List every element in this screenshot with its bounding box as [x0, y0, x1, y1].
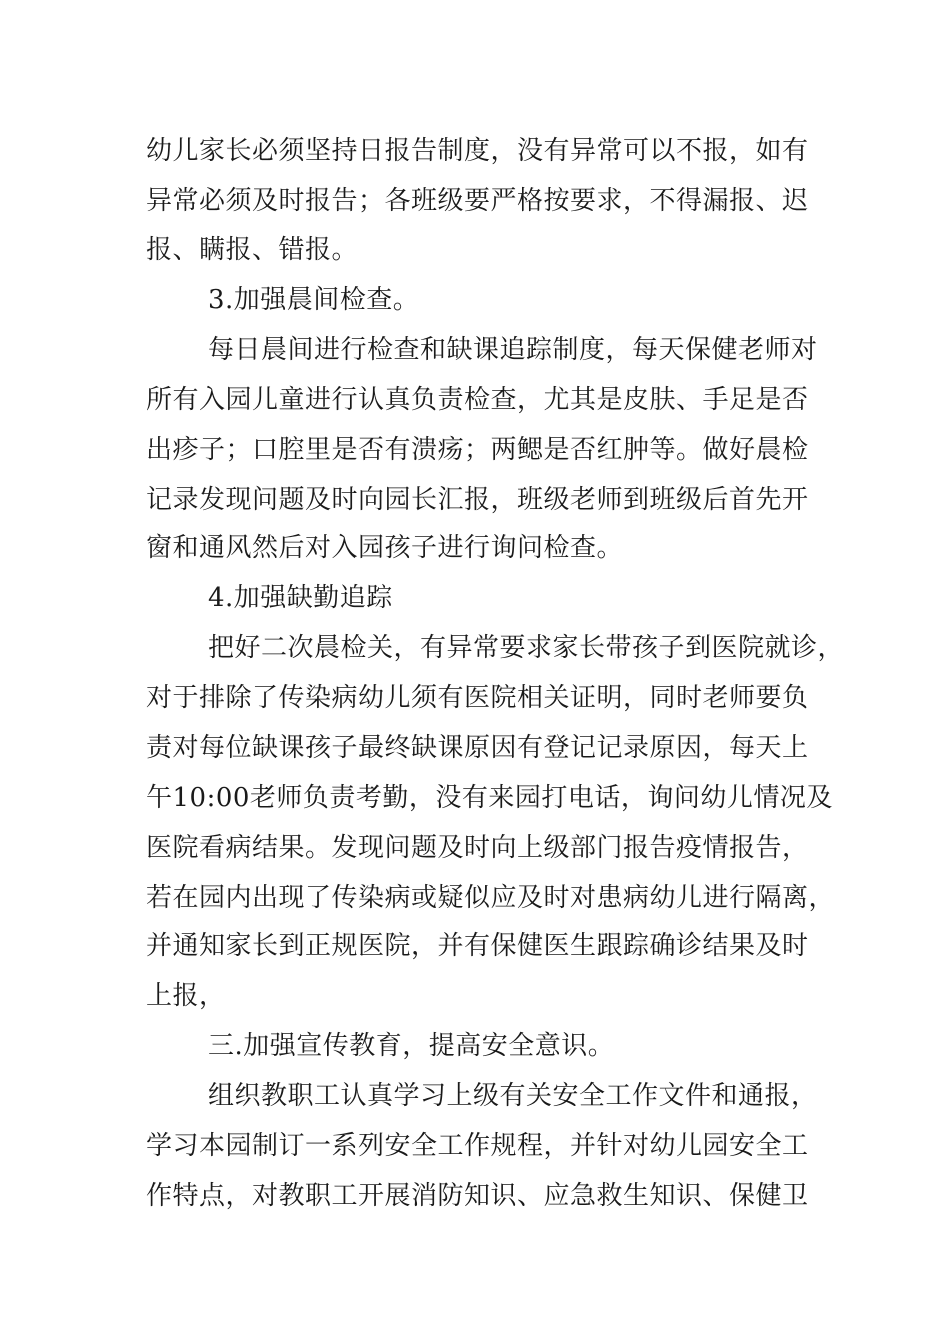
section-heading: 3.加强晨间检查。: [208, 285, 420, 315]
text-line: 对于排除了传染病幼儿须有医院相关证明，同时老师要负: [146, 683, 809, 713]
text-line: 报、瞒报、错报。: [146, 235, 359, 265]
text-line: 若在园内出现了传染病或疑似应及时对患病幼儿进行隔离，: [146, 883, 836, 913]
section-heading: 三.加强宣传教育，提高安全意识。: [208, 1031, 615, 1061]
text-line: 午10:00老师负责考勤，没有来园打电话，询问幼儿情况及: [146, 783, 833, 813]
text-line: 学习本园制订一系列安全工作规程，并针对幼儿园安全工: [146, 1131, 809, 1161]
section-heading: 4.加强缺勤追踪: [208, 583, 393, 613]
text-line: 每日晨间进行检查和缺课追踪制度，每天保健老师对: [208, 335, 818, 365]
text-line: 责对每位缺课孩子最终缺课原因有登记记录原因，每天上: [146, 733, 809, 763]
text-line: 医院看病结果。发现问题及时向上级部门报告疫情报告，: [146, 833, 809, 863]
text-line: 幼儿家长必须坚持日报告制度，没有异常可以不报，如有: [146, 136, 809, 166]
text-line: 上报，: [146, 981, 226, 1011]
text-line: 作特点，对教职工开展消防知识、应急救生知识、保健卫: [146, 1181, 809, 1211]
text-line: 记录发现问题及时向园长汇报，班级老师到班级后首先开: [146, 485, 809, 515]
text-line: 所有入园儿童进行认真负责检查，尤其是皮肤、手足是否: [146, 385, 809, 415]
text-line: 组织教职工认真学习上级有关安全工作文件和通报，: [208, 1081, 818, 1111]
text-line: 并通知家长到正规医院，并有保健医生跟踪确诊结果及时: [146, 931, 809, 961]
text-line: 异常必须及时报告；各班级要严格按要求，不得漏报、迟: [146, 186, 809, 216]
text-line: 把好二次晨检关，有异常要求家长带孩子到医院就诊，: [208, 633, 845, 663]
text-line: 出疹子；口腔里是否有溃疡；两鳃是否红肿等。做好晨检: [146, 435, 809, 465]
text-line: 窗和通风然后对入园孩子进行询问检查。: [146, 533, 624, 563]
